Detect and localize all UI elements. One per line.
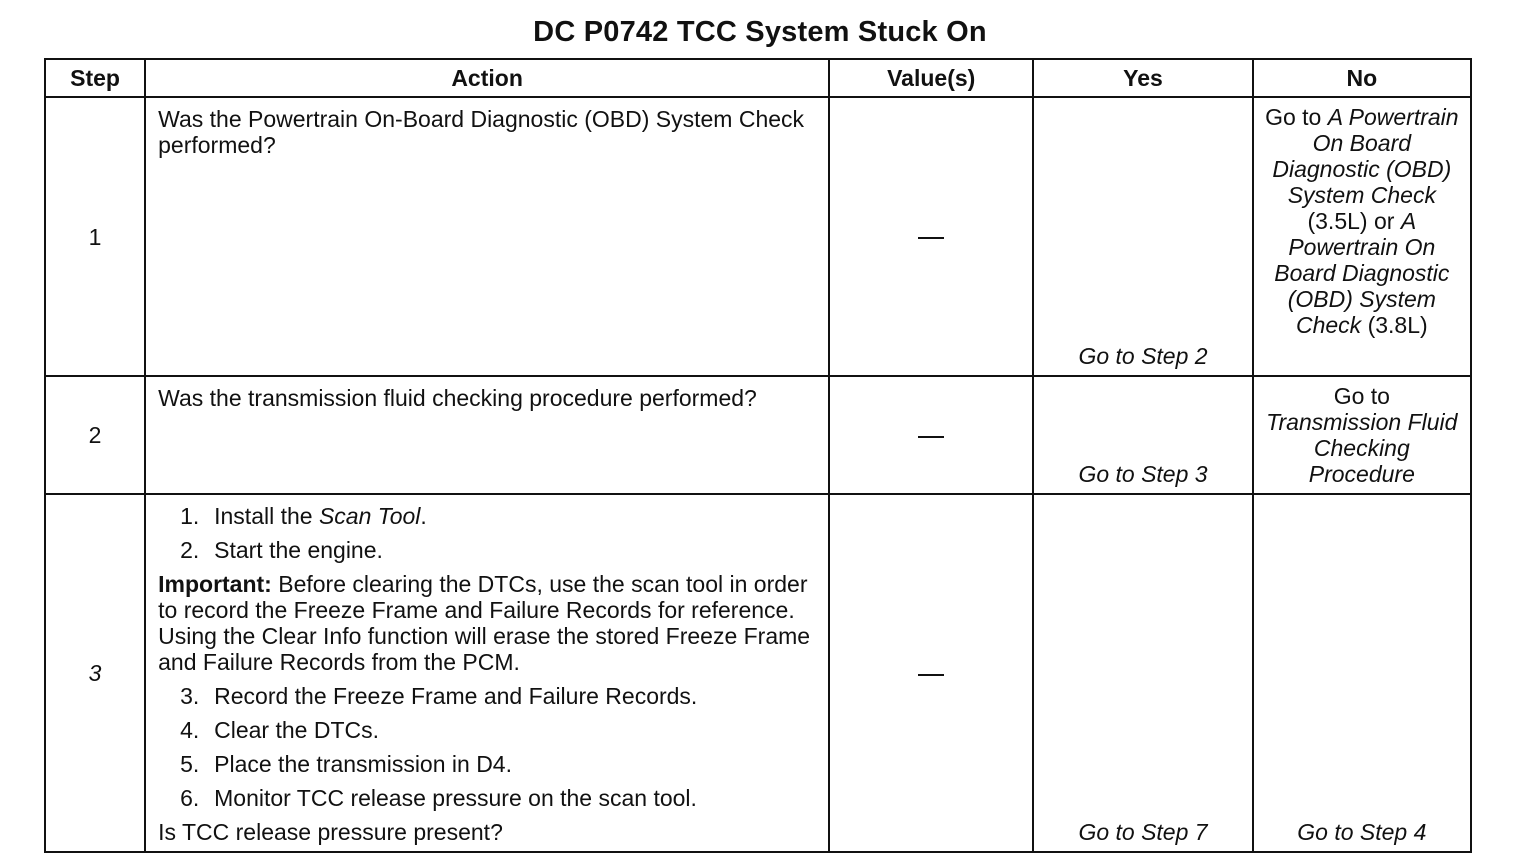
list-item: 2. Start the engine. xyxy=(180,537,383,563)
dash-mark xyxy=(918,436,944,438)
table-row xyxy=(45,376,1471,494)
list-item: 3. Record the Freeze Frame and Failure Records. xyxy=(180,683,698,709)
yes-link[interactable]: Go to Step 2 xyxy=(1033,97,1252,376)
list-item: 1. Install the Scan Tool. xyxy=(180,503,427,529)
action-cell xyxy=(145,494,829,852)
action-cell: Was the transmission fluid checking procedure performed? xyxy=(145,376,829,494)
value-cell xyxy=(829,494,1033,852)
no-link[interactable]: Go to Step 4 xyxy=(1253,494,1471,852)
table-row xyxy=(45,97,1471,376)
table-row xyxy=(45,494,1471,852)
diagnostic-table xyxy=(44,58,1472,853)
value-cell xyxy=(829,376,1033,494)
no-link-obd-3-8l[interactable]: A Powertrain On Board Diagnostic (OBD) System Check xyxy=(1274,208,1450,338)
no-prefix: Go to xyxy=(1333,383,1390,409)
header-yes: Yes xyxy=(1033,59,1252,97)
step-number: 2 xyxy=(45,376,145,494)
page-title: DC P0742 TCC System Stuck On xyxy=(533,16,987,48)
important-label: Important: xyxy=(158,571,272,597)
no-cell xyxy=(1253,376,1471,494)
dash-mark xyxy=(918,674,944,676)
header-row xyxy=(45,59,1471,97)
value-cell xyxy=(829,97,1033,376)
no-suffix: (3.8L) xyxy=(1361,312,1428,338)
no-cell xyxy=(1253,97,1471,376)
dash-mark xyxy=(918,237,944,239)
yes-link[interactable]: Go to Step 7 xyxy=(1033,494,1252,852)
no-link-obd-3-5l[interactable]: A Powertrain On Board Diagnostic (OBD) System Check xyxy=(1272,104,1459,208)
list-item: 4. Clear the DTCs. xyxy=(180,717,379,743)
no-mid: (3.5L) or xyxy=(1307,208,1401,234)
header-step: Step xyxy=(45,59,145,97)
action-cell: Was the Powertrain On-Board Diagnostic (OBD) System Check performed? xyxy=(145,97,829,376)
list-item: 6. Monitor TCC release pressure on the scan tool. xyxy=(180,785,697,811)
header-action: Action xyxy=(145,59,829,97)
steps-list-a xyxy=(158,503,816,563)
header-no: No xyxy=(1253,59,1471,97)
no-prefix: Go to xyxy=(1265,104,1328,130)
step-number: 3 xyxy=(45,494,145,852)
step-number: 1 xyxy=(45,97,145,376)
no-link-fluid-procedure[interactable]: Transmission Fluid Checking Procedure xyxy=(1266,409,1458,487)
steps-list-b xyxy=(158,683,816,811)
question-text: Is TCC release pressure present? xyxy=(158,819,503,845)
header-values: Value(s) xyxy=(829,59,1033,97)
important-note: Important: Before clearing the DTCs, use the scan tool in order to record the Freeze Frame and Failure Records for reference. Using the Clear Info function will erase the stored Freeze Frame and Failure Records from the PCM. xyxy=(158,571,811,675)
scan-tool-link[interactable]: Scan Tool xyxy=(318,503,421,529)
yes-link[interactable]: Go to Step 3 xyxy=(1033,376,1252,494)
list-item: 5. Place the transmission in D4. xyxy=(180,751,512,777)
